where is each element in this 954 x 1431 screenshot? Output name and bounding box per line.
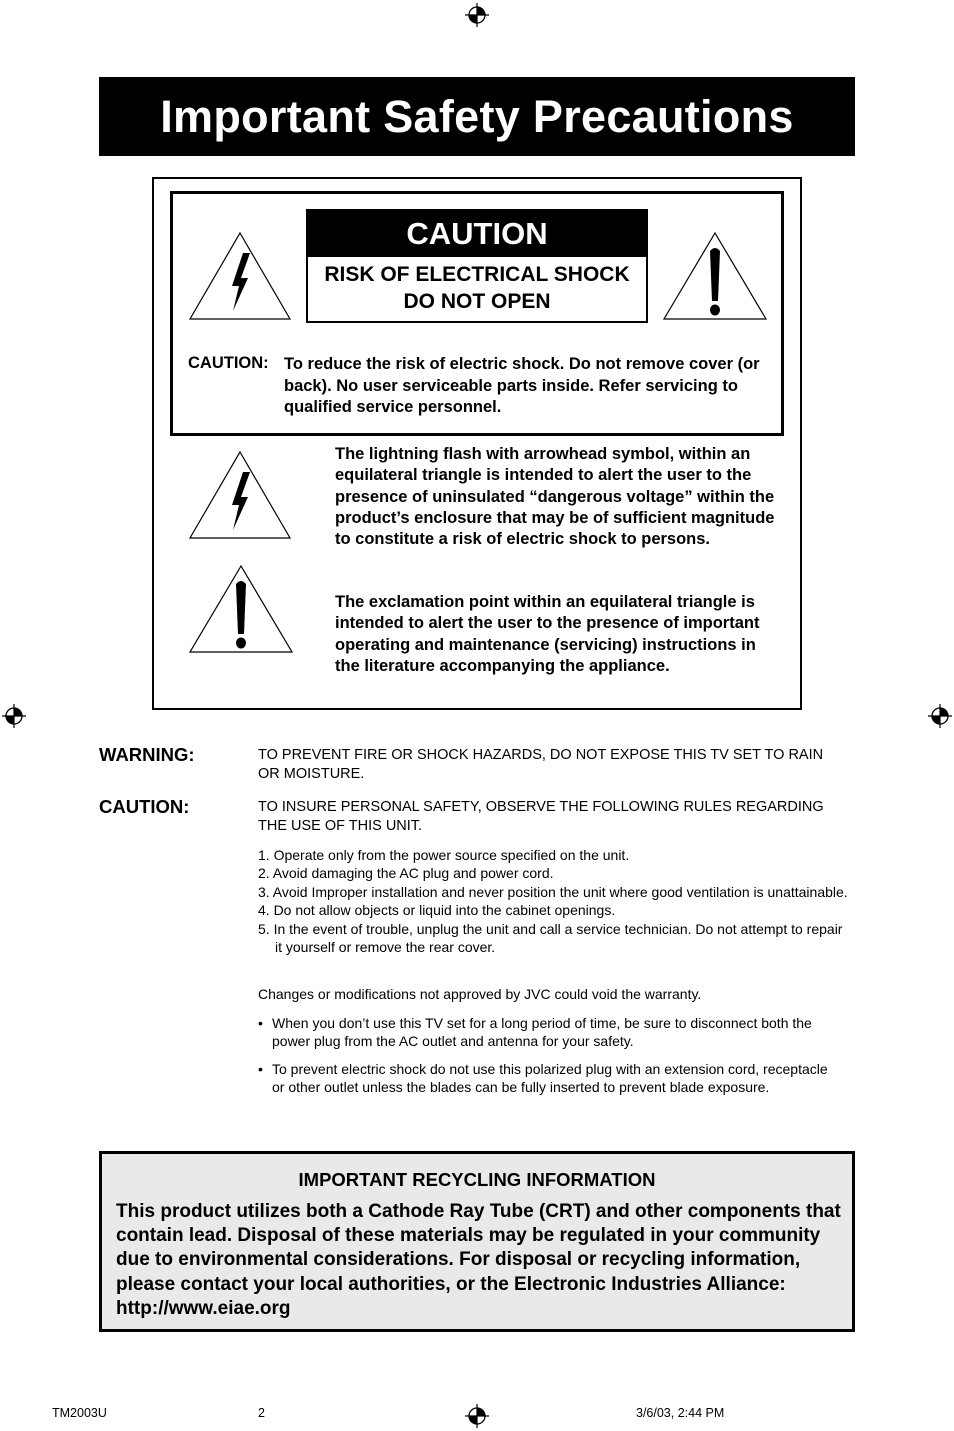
footer-file-id: TM2003U xyxy=(52,1406,107,1420)
warranty-note: Changes or modifications not approved by JVC could void the warranty. xyxy=(258,986,702,1002)
caution-notice-text: To reduce the risk of electric shock. Do not remove cover (or back). No user serviceable parts inside. Refer servicing to qualified service personnel. xyxy=(284,355,760,416)
bullet-mark: • xyxy=(258,1015,263,1031)
warning-label: WARNING: xyxy=(99,744,195,765)
registration-mark-icon xyxy=(928,704,952,728)
list-item: 5. In the event of trouble, unplug the unit and call a service technician. Do not attempt to repair it yourself or remove the rear cover. xyxy=(258,920,843,956)
caution-subtext-line1: RISK OF ELECTRICAL SHOCK xyxy=(324,263,630,286)
list-item: 1. Operate only from the power source specified on the unit. xyxy=(258,847,630,863)
caution-notice-label: CAUTION: xyxy=(188,354,269,372)
warning-text: TO PREVENT FIRE OR SHOCK HAZARDS, DO NOT EXPOSE THIS TV SET TO RAIN OR MOISTURE. xyxy=(258,747,824,782)
footer-timestamp: 3/6/03, 2:44 PM xyxy=(636,1406,725,1420)
exclamation-symbol-explanation: The exclamation point within an equilateral triangle is intended to alert the user to the presence of important operating and maintenance (servicing) instructions in the literature accompanying the appliance. xyxy=(335,593,760,675)
exclamation-triangle-icon xyxy=(188,564,294,654)
caution-heading: CAUTION xyxy=(308,211,646,257)
registration-mark-icon xyxy=(2,704,26,728)
list-item: 4. Do not allow objects or liquid into the cabinet openings. xyxy=(258,902,616,919)
lightning-triangle-icon xyxy=(188,450,292,540)
recycling-info-box xyxy=(99,1151,855,1332)
recycling-title: IMPORTANT RECYCLING INFORMATION xyxy=(298,1169,656,1190)
page-title: Important Safety Precautions xyxy=(99,77,855,156)
registration-mark-icon xyxy=(465,3,489,27)
caution-section-label: CAUTION: xyxy=(99,796,190,817)
registration-mark-icon xyxy=(465,1404,489,1428)
bullet-mark: • xyxy=(258,1061,263,1077)
list-item: 2. Avoid damaging the AC plug and power cord. xyxy=(258,865,554,882)
bullet-text: To prevent electric shock do not use this polarized plug with an extension cord, receptacle or other outlet unless the blades can be fully inserted to prevent blade exposure. xyxy=(272,1061,828,1096)
lightning-triangle-icon xyxy=(188,231,292,321)
exclamation-triangle-icon xyxy=(662,231,768,321)
bullet-item xyxy=(258,1014,853,1051)
recycling-body: This product utilizes both a Cathode Ray Tube (CRT) and other components that contain lead. Disposal of these materials may be regulated in your community due to environmental considerations. For disposal or recycling information, please contact your local authorities, or the Electronic Industries Alliance: http://www.eiae.org xyxy=(116,1201,841,1319)
footer-page-number: 2 xyxy=(258,1406,265,1420)
safety-rules-list xyxy=(258,846,853,956)
bullet-text: When you don’t use this TV set for a long period of time, be sure to disconnect both the power plug from the AC outlet and antenna for your safety. xyxy=(272,1015,812,1050)
caution-label-box xyxy=(306,209,648,323)
bullet-item xyxy=(258,1060,833,1097)
caution-section-text: TO INSURE PERSONAL SAFETY, OBSERVE THE FOLLOWING RULES REGARDING THE USE OF THIS UNIT. xyxy=(258,799,824,834)
list-item: 3. Avoid Improper installation and never position the unit where good ventilation is unattainable. xyxy=(258,883,848,900)
caution-subtext-line2: DO NOT OPEN xyxy=(403,290,551,313)
lightning-symbol-explanation: The lightning flash with arrowhead symbol, within an equilateral triangle is intended to alert the user to the presence of uninsulated “dangerous voltage” within the product’s enclosure that may be of sufficient magnitude to constitute a risk of electric shock to persons. xyxy=(335,445,775,549)
caution-subtext xyxy=(308,261,646,315)
